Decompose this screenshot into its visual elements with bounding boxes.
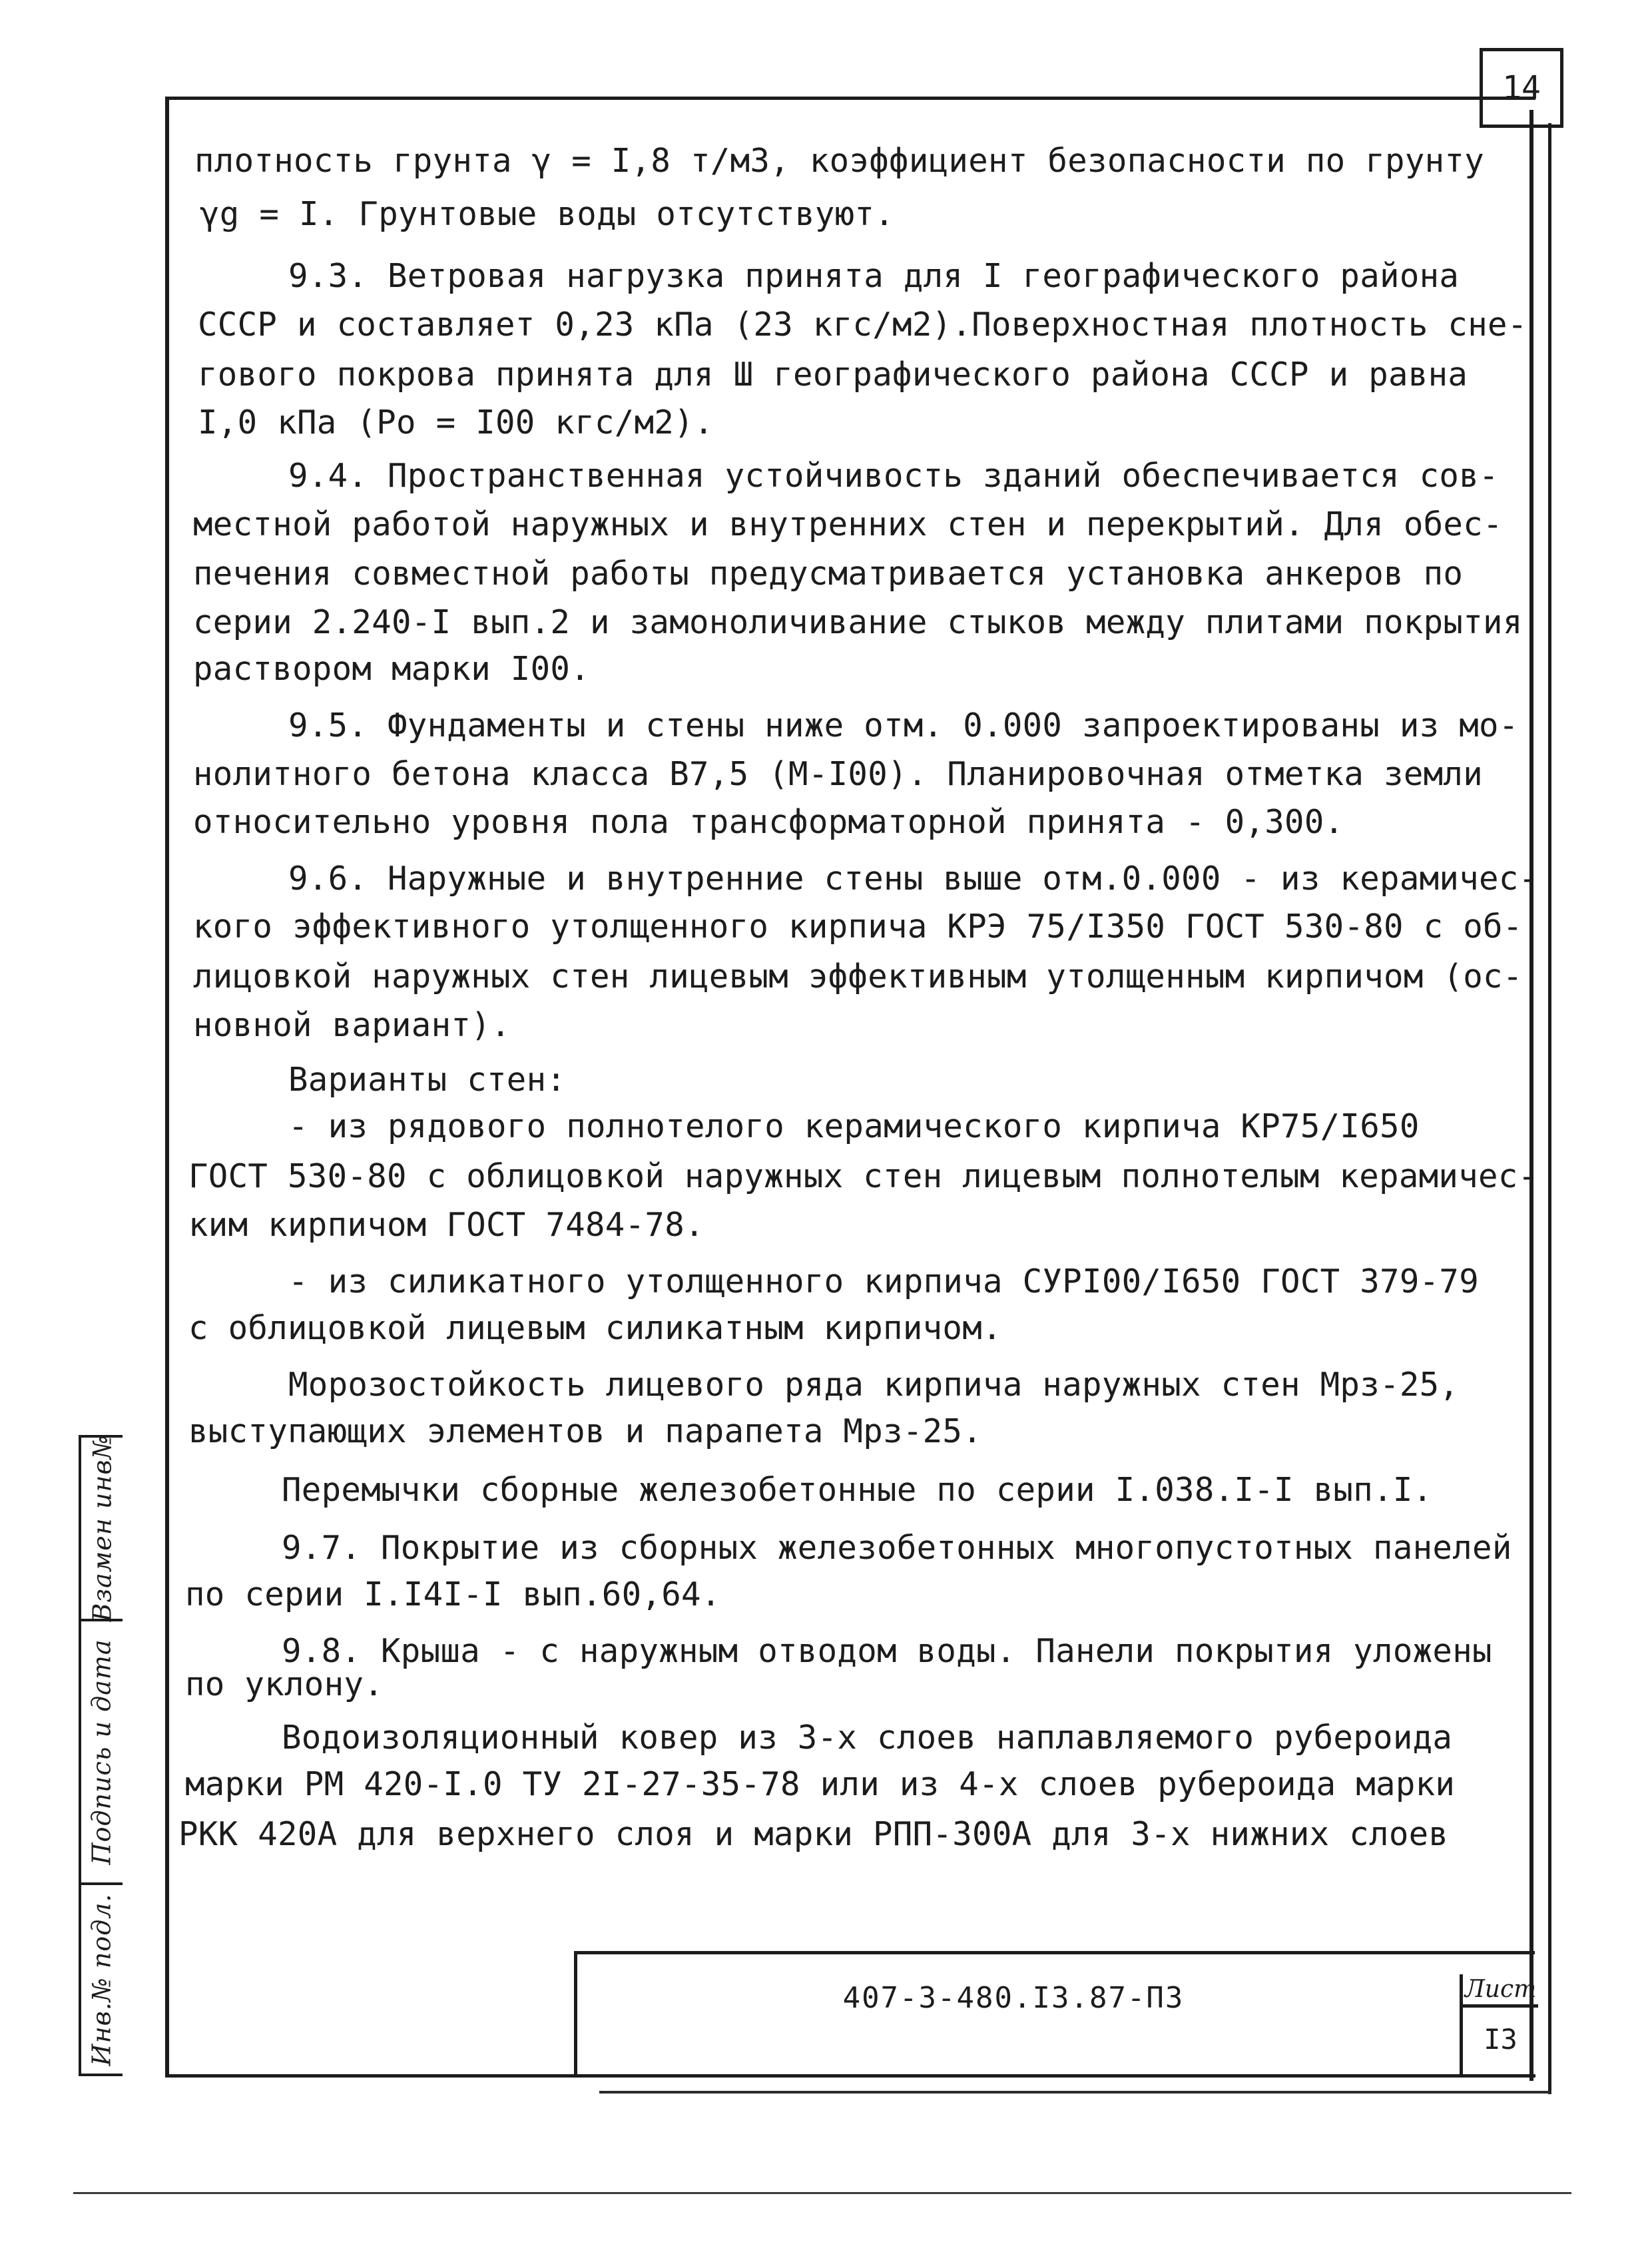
body-line: - из силикатного утолщенного кирпича СУРI00/I650 ГОСТ 379-79 xyxy=(288,1262,1480,1300)
body-line: плотность грунта γ = I,8 т/м3, коэффициент безопасности по грунту xyxy=(194,142,1485,180)
body-line: РКК 420А для верхнего слоя и марки РПП-300А для 3-х нижних слоев xyxy=(178,1815,1449,1853)
body-line: по уклону. xyxy=(185,1665,384,1703)
body-line: 9.7. Покрытие из сборных железобетонных многопустотных панелей xyxy=(282,1529,1512,1567)
body-line: Варианты стен: xyxy=(288,1061,567,1099)
body-line: 9.4. Пространственная устойчивость зданий обеспечивается сов- xyxy=(288,457,1499,495)
document-code: 407-3-480.I3.87-ПЗ xyxy=(842,1981,1185,2015)
body-line: относительно уровня пола трансформаторной принята - 0,300. xyxy=(193,803,1344,841)
body-line: гового покрова принята для Ш географического района СССР и равна xyxy=(198,356,1468,394)
stamp-cell-inv-original xyxy=(81,1885,123,2074)
body-line: новной вариант). xyxy=(193,1006,511,1044)
side-stamp xyxy=(79,1435,123,2076)
frame-right-shadow-border xyxy=(1548,123,1551,2094)
body-line: Перемычки сборные железобетонные по серии I.038.I-I вып.I. xyxy=(282,1471,1433,1509)
body-line: Водоизоляционный ковер из 3-х слоев наплавляемого рубероида xyxy=(282,1719,1453,1757)
body-line: кого эффективного утолщенного кирпича КРЭ 75/I350 ГОСТ 530-80 с об- xyxy=(193,908,1523,946)
body-line: печения совместной работы предусматривается установка анкеров по xyxy=(193,555,1464,593)
page-number: 14 xyxy=(1480,48,1563,128)
body-line: Морозостойкость лицевого ряда кирпича наружных стен Мрз-25, xyxy=(288,1366,1460,1404)
body-line: ким кирпичом ГОСТ 7484-78. xyxy=(188,1206,704,1244)
bottom-trim-line xyxy=(73,2192,1571,2194)
body-line: лицовкой наружных стен лицевым эффективным утолщенным кирпичом (ос- xyxy=(193,958,1523,995)
body-line: 9.5. Фундаменты и стены ниже отм. 0.000 запроектированы из мо- xyxy=(288,706,1519,744)
body-line: раствором марки I00. xyxy=(193,650,591,688)
body-line: ГОСТ 530-80 с облицовкой наружных стен лицевым полнотелым керамичес- xyxy=(188,1157,1538,1195)
sheet-label: Лист xyxy=(1463,1974,1538,2008)
stamp-cell-signature-date xyxy=(81,1621,123,1885)
stamp-label-inv-original: Инв.№ подл. xyxy=(87,1892,117,2066)
body-line: 9.8. Крыша - с наружным отводом воды. Панели покрытия уложены xyxy=(282,1632,1492,1670)
title-block xyxy=(574,1951,1535,2074)
body-line: нолитного бетона класса В7,5 (М-I00). Планировочная отметка земли xyxy=(193,755,1484,793)
frame-bottom-shadow-border xyxy=(599,2091,1551,2094)
body-line: 9.6. Наружные и внутренние стены выше отм.0.000 - из керамичес- xyxy=(288,860,1539,898)
body-line: γg = I. Грунтовые воды отсутствуют. xyxy=(200,195,895,233)
body-line: СССР и составляет 0,23 кПа (23 кгс/м2).Поверхностная плотность сне- xyxy=(198,306,1527,344)
frame-right-border xyxy=(1529,110,1533,2081)
body-line: серии 2.240-I вып.2 и замоноличивание стыков между плитами покрытия xyxy=(193,603,1523,641)
sheet-number: I3 xyxy=(1484,2023,1517,2056)
body-line: - из рядового полнотелого керамического кирпича КР75/I650 xyxy=(288,1107,1420,1145)
body-line: местной работой наружных и внутренних стен и перекрытий. Для обес- xyxy=(193,505,1503,543)
body-line: 9.3. Ветровая нагрузка принята для I географического района xyxy=(288,257,1460,295)
stamp-cell-replaced-inv xyxy=(81,1434,123,1622)
body-line: марки РМ 420-I.0 ТУ 2I-27-35-78 или из 4-х слоев рубероида марки xyxy=(185,1765,1456,1803)
stamp-label-replaced-inv: Взамен инв№ xyxy=(87,1434,117,1622)
body-line: с облицовкой лицевым силикатным кирпичом. xyxy=(188,1309,1002,1347)
stamp-label-signature-date: Подпись и дата xyxy=(87,1639,117,1865)
body-line: I,0 кПа (Ро = I00 кгс/м2). xyxy=(198,404,714,441)
body-line: по серии I.I4I-I вып.60,64. xyxy=(185,1575,721,1613)
sheet-box xyxy=(1460,1974,1538,2074)
body-line: выступающих элементов и парапета Мрз-25. xyxy=(188,1412,983,1450)
